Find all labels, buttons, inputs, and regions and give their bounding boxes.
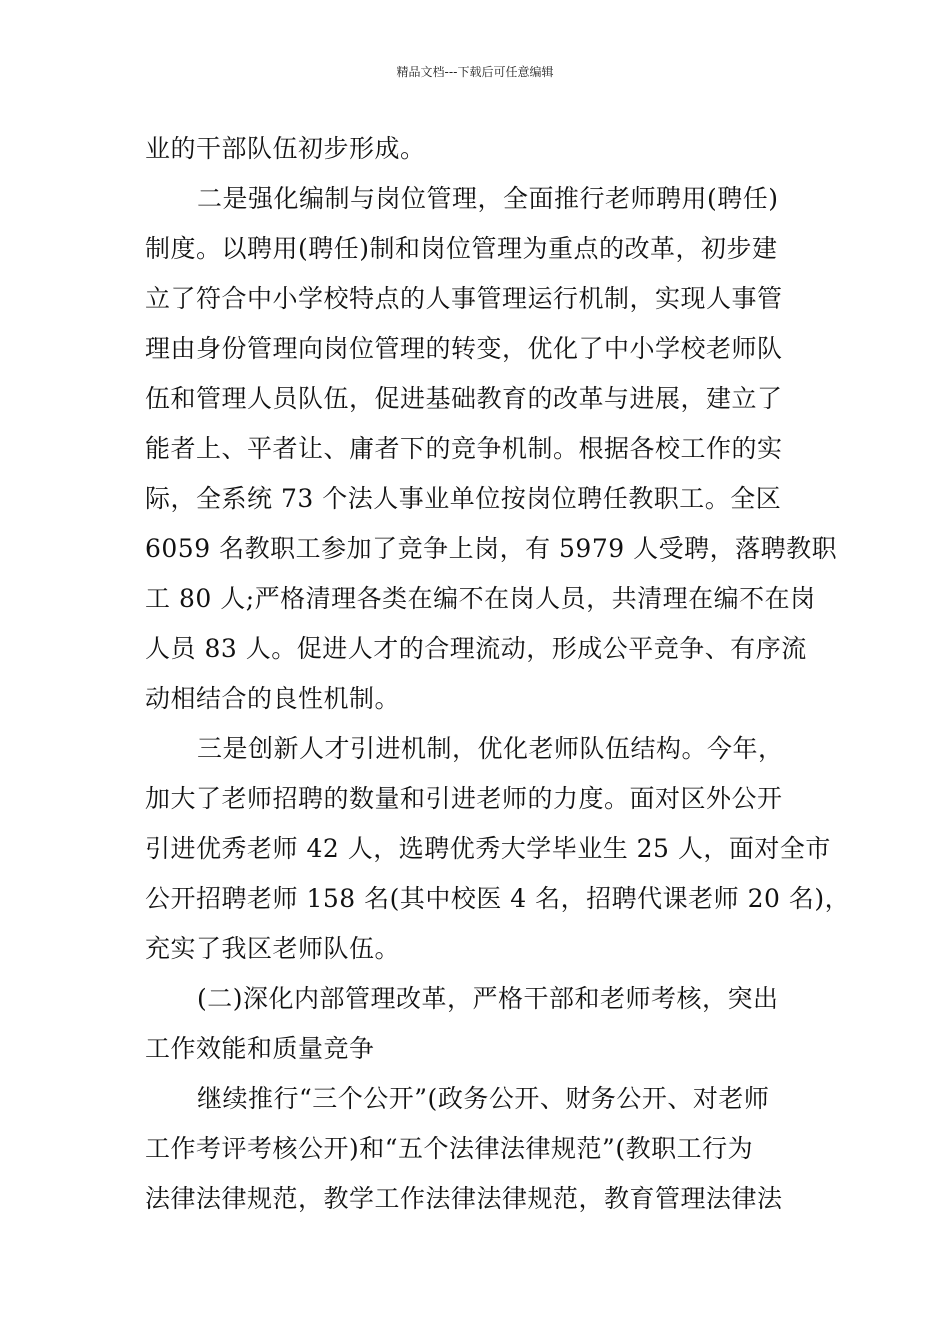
paragraph-3 [145,724,851,974]
text-line: 工作考评考核公开)和“五个法律法律规范”(教职工行为 [145,1134,754,1163]
text-line: 6059 名教职工参加了竞争上岗，有 5979 人受聘，落聘教职 [145,534,838,563]
text-line: 充实了我区老师队伍。 [145,934,401,963]
text-line: 制度。以聘用(聘任)制和岗位管理为重点的改革，初步建 [145,234,778,263]
text-line: 业的干部队伍初步形成。 [145,134,426,163]
text-line: 际，全系统 73 个法人事业单位按岗位聘任教职工。全区 [145,484,782,513]
text-line: 引进优秀老师 42 人，选聘优秀大学毕业生 25 人，面对全市 [145,834,831,863]
text-line: 公开招聘老师 158 名(其中校医 4 名，招聘代课老师 20 名)， [145,884,851,913]
paragraph-1 [145,124,811,174]
text-line: 能者上、平者让、庸者下的竞争机制。根据各校工作的实 [145,434,783,463]
page-header: 精品文档---下载后可任意编辑 [396,65,554,79]
text-line: 人员 83 人。促进人才的合理流动，形成公平竞争、有序流 [145,634,807,663]
document-body [145,124,851,1224]
paragraph-4 [145,1074,811,1224]
text-line: (二)深化内部管理改革，严格干部和老师考核，突出 [197,984,779,1013]
text-line: 立了符合中小学校特点的人事管理运行机制，实现人事管 [145,284,783,313]
text-line: 加大了老师招聘的数量和引进老师的力度。面对区外公开 [145,784,783,813]
text-line: 二是强化编制与岗位管理，全面推行老师聘用(聘任) [197,184,779,213]
text-line: 三是创新人才引进机制，优化老师队伍结构。今年， [197,734,784,763]
text-line: 动相结合的良性机制。 [145,684,401,713]
text-line: 工 80 人;严格清理各类在编不在岗人员，共清理在编不在岗 [145,584,816,613]
text-line: 伍和管理人员队伍，促进基础教育的改革与进展，建立了 [145,384,783,413]
text-line: 法律法律规范，教学工作法律法律规范，教育管理法律法 [145,1184,783,1213]
text-line: 理由身份管理向岗位管理的转变，优化了中小学校老师队 [145,334,783,363]
paragraph-2 [145,174,838,724]
text-line: 工作效能和质量竞争 [145,1034,375,1063]
text-line: 继续推行“三个公开”(政务公开、财务公开、对老师 [197,1084,770,1113]
section-heading [145,974,811,1074]
